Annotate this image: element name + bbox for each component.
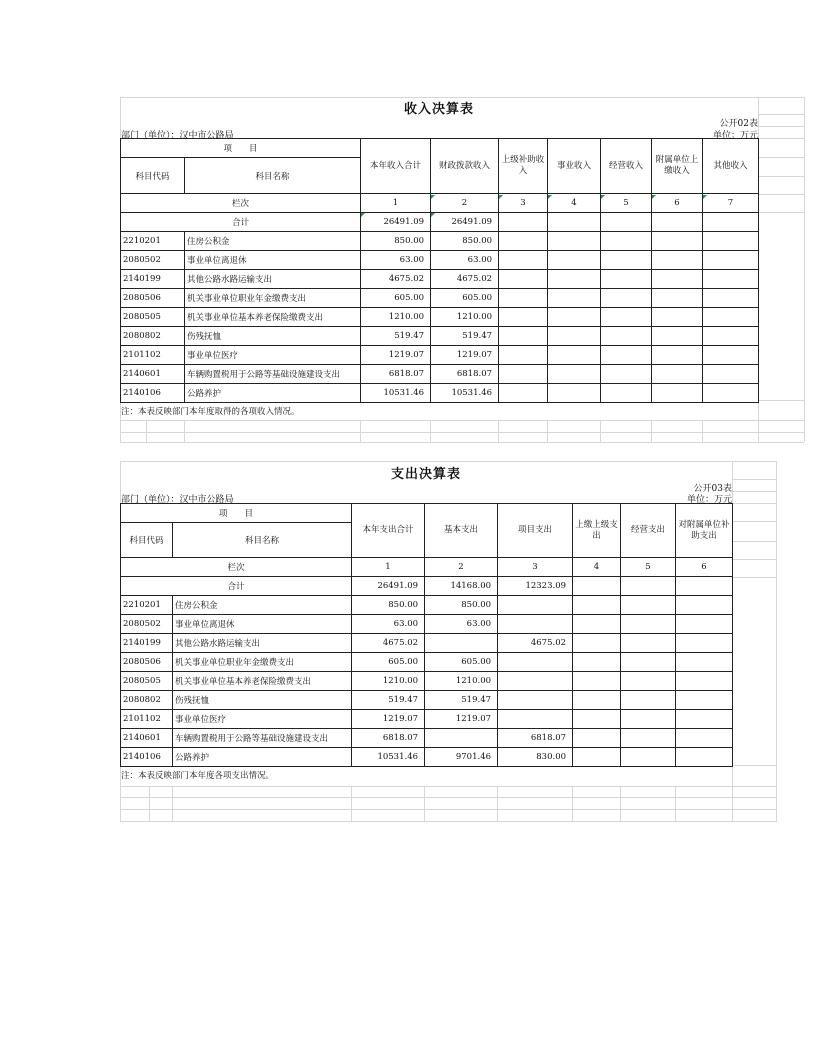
income-header-col-6: 附属单位上缴收入	[652, 139, 703, 194]
amount-cell	[548, 384, 601, 403]
amount-cell	[498, 653, 573, 672]
amount-cell	[621, 748, 676, 767]
amount-cell	[573, 691, 621, 710]
amount-cell: 1210.00	[352, 672, 425, 691]
amount-cell: 1219.07	[431, 346, 499, 365]
amount-cell	[621, 710, 676, 729]
expense-total-label: 合计	[121, 577, 352, 596]
subject-code-cell: 2140199	[121, 270, 185, 289]
amount-cell	[703, 289, 759, 308]
expense-total-value: 14168.00	[425, 577, 498, 596]
income-total-label: 合计	[121, 213, 361, 232]
amount-cell	[499, 327, 548, 346]
expense-total-value: 26491.09	[352, 577, 425, 596]
amount-cell	[548, 346, 601, 365]
amount-cell	[498, 710, 573, 729]
amount-cell	[548, 289, 601, 308]
income-header-code: 科目代码	[121, 158, 185, 194]
amount-cell: 4675.02	[361, 270, 431, 289]
amount-cell: 10531.46	[431, 384, 499, 403]
amount-cell: 9701.46	[425, 748, 498, 767]
amount-cell: 1210.00	[361, 308, 431, 327]
expense-total-value	[573, 577, 621, 596]
amount-cell: 6818.07	[498, 729, 573, 748]
subject-code-cell: 2080505	[121, 308, 185, 327]
expense-column-number: 5	[621, 558, 676, 577]
amount-cell	[425, 634, 498, 653]
amount-cell: 63.00	[431, 251, 499, 270]
amount-cell	[601, 327, 652, 346]
amount-cell: 519.47	[425, 691, 498, 710]
amount-cell	[548, 365, 601, 384]
income-header-col-4: 事业收入	[548, 139, 601, 194]
subject-code-cell: 2140106	[121, 384, 185, 403]
amount-cell: 605.00	[431, 289, 499, 308]
amount-cell	[499, 232, 548, 251]
income-form-number: 公开02表	[719, 119, 758, 129]
subject-code-cell: 2140199	[121, 634, 173, 653]
subject-code-cell: 2080505	[121, 672, 173, 691]
table-row	[121, 691, 733, 710]
table-row	[121, 289, 759, 308]
expense-total-value: 12323.09	[498, 577, 573, 596]
amount-cell	[652, 365, 703, 384]
amount-cell: 519.47	[352, 691, 425, 710]
amount-cell: 519.47	[431, 327, 499, 346]
income-column-number-label: 栏次	[121, 194, 361, 213]
expense-form-number: 公开03表	[693, 484, 732, 494]
income-header-col-5: 经营收入	[601, 139, 652, 194]
expense-table	[120, 503, 733, 767]
amount-cell: 850.00	[352, 596, 425, 615]
amount-cell	[652, 232, 703, 251]
income-total-value	[601, 213, 652, 232]
amount-cell	[621, 672, 676, 691]
income-title: 收入决算表	[403, 102, 474, 117]
table-row	[121, 672, 733, 691]
income-column-number: 3	[499, 194, 548, 213]
amount-cell	[621, 634, 676, 653]
table-row	[121, 308, 759, 327]
amount-cell	[573, 748, 621, 767]
amount-cell	[676, 596, 733, 615]
cell-indicator	[431, 213, 435, 217]
cell-indicator	[548, 195, 552, 199]
subject-name-cell: 公路养护	[185, 384, 361, 403]
amount-cell	[652, 251, 703, 270]
expense-total-row	[121, 577, 733, 596]
amount-cell	[676, 710, 733, 729]
table-row	[121, 327, 759, 346]
amount-cell	[676, 691, 733, 710]
amount-cell: 4675.02	[352, 634, 425, 653]
expense-column-number-row	[121, 558, 733, 577]
amount-cell: 519.47	[361, 327, 431, 346]
amount-cell	[703, 308, 759, 327]
subject-code-cell: 2140106	[121, 748, 173, 767]
amount-cell: 1219.07	[361, 346, 431, 365]
table-row	[121, 729, 733, 748]
amount-cell	[703, 251, 759, 270]
amount-cell: 1219.07	[352, 710, 425, 729]
expense-column-number-label: 栏次	[121, 558, 352, 577]
income-department: 部门（单位）：汉中市公路局	[121, 131, 234, 141]
subject-name-cell: 伤残抚恤	[173, 691, 352, 710]
amount-cell	[498, 596, 573, 615]
income-column-number: 5	[601, 194, 652, 213]
income-header-name: 科目名称	[185, 158, 361, 194]
expense-header-col-3: 项目支出	[498, 504, 573, 558]
income-column-number: 2	[431, 194, 499, 213]
amount-cell	[621, 615, 676, 634]
amount-cell	[499, 251, 548, 270]
income-total-row	[121, 213, 759, 232]
amount-cell	[621, 691, 676, 710]
expense-note: 注：本表反映部门本年度各项支出情况。	[121, 771, 275, 781]
amount-cell	[703, 270, 759, 289]
expense-title: 支出决算表	[390, 467, 461, 482]
amount-cell	[703, 365, 759, 384]
expense-total-value	[621, 577, 676, 596]
amount-cell	[601, 384, 652, 403]
cell-indicator	[652, 195, 656, 199]
income-note: 注：本表反映部门本年度取得的各项收入情况。	[121, 407, 300, 417]
amount-cell: 10531.46	[361, 384, 431, 403]
income-table	[120, 138, 759, 403]
cell-indicator	[431, 195, 435, 199]
income-total-value	[652, 213, 703, 232]
amount-cell: 63.00	[361, 251, 431, 270]
amount-cell	[601, 270, 652, 289]
amount-cell	[703, 384, 759, 403]
amount-cell	[601, 289, 652, 308]
expense-header-code: 科目代码	[121, 523, 173, 558]
subject-name-cell: 事业单位医疗	[185, 346, 361, 365]
amount-cell	[621, 596, 676, 615]
subject-code-cell: 2080802	[121, 327, 185, 346]
amount-cell	[548, 232, 601, 251]
amount-cell	[548, 327, 601, 346]
amount-cell	[652, 384, 703, 403]
amount-cell	[498, 672, 573, 691]
subject-name-cell: 伤残抚恤	[185, 327, 361, 346]
expense-department: 部门（单位）：汉中市公路局	[121, 495, 234, 505]
amount-cell	[573, 710, 621, 729]
amount-cell	[652, 346, 703, 365]
amount-cell	[703, 327, 759, 346]
amount-cell	[499, 289, 548, 308]
subject-code-cell: 2080506	[121, 289, 185, 308]
amount-cell	[676, 729, 733, 748]
income-header-col-7: 其他收入	[703, 139, 759, 194]
amount-cell	[652, 327, 703, 346]
amount-cell	[548, 270, 601, 289]
expense-unit: 单位：万元	[686, 495, 732, 505]
amount-cell	[676, 653, 733, 672]
income-column-number: 7	[703, 194, 759, 213]
amount-cell	[573, 596, 621, 615]
amount-cell	[652, 308, 703, 327]
amount-cell	[676, 672, 733, 691]
expense-header-item: 项 目	[121, 504, 352, 523]
table-row	[121, 748, 733, 767]
amount-cell	[601, 346, 652, 365]
subject-name-cell: 机关事业单位基本养老保险缴费支出	[185, 308, 361, 327]
income-total-value	[499, 213, 548, 232]
amount-cell	[601, 308, 652, 327]
expense-header-col-1: 本年支出合计	[352, 504, 425, 558]
amount-cell	[601, 365, 652, 384]
subject-name-cell: 住房公积金	[185, 232, 361, 251]
table-row	[121, 251, 759, 270]
amount-cell	[652, 289, 703, 308]
income-header-col-1: 本年收入合计	[361, 139, 431, 194]
amount-cell	[573, 672, 621, 691]
amount-cell: 63.00	[425, 615, 498, 634]
expense-total-value	[676, 577, 733, 596]
amount-cell	[601, 232, 652, 251]
subject-code-cell: 2140601	[121, 729, 173, 748]
amount-cell	[573, 653, 621, 672]
amount-cell: 1210.00	[431, 308, 499, 327]
table-row	[121, 653, 733, 672]
amount-cell	[676, 615, 733, 634]
amount-cell: 850.00	[361, 232, 431, 251]
amount-cell	[499, 365, 548, 384]
subject-name-cell: 机关事业单位基本养老保险缴费支出	[173, 672, 352, 691]
expense-header-col-2: 基本支出	[425, 504, 498, 558]
amount-cell	[621, 729, 676, 748]
table-row	[121, 346, 759, 365]
amount-cell: 605.00	[361, 289, 431, 308]
subject-name-cell: 公路养护	[173, 748, 352, 767]
subject-code-cell: 2080502	[121, 251, 185, 270]
amount-cell	[573, 634, 621, 653]
cell-indicator	[601, 195, 605, 199]
expense-column-number: 6	[676, 558, 733, 577]
amount-cell	[425, 729, 498, 748]
income-total-value	[548, 213, 601, 232]
subject-name-cell: 其他公路水路运输支出	[173, 634, 352, 653]
cell-indicator	[361, 213, 365, 217]
amount-cell: 6818.07	[431, 365, 499, 384]
amount-cell	[703, 346, 759, 365]
subject-code-cell: 2210201	[121, 232, 185, 251]
amount-cell: 1219.07	[425, 710, 498, 729]
subject-name-cell: 事业单位离退休	[185, 251, 361, 270]
amount-cell: 605.00	[352, 653, 425, 672]
amount-cell: 605.00	[425, 653, 498, 672]
amount-cell	[573, 729, 621, 748]
income-column-number: 1	[361, 194, 431, 213]
subject-code-cell: 2101102	[121, 710, 173, 729]
expense-header-col-5: 经营支出	[621, 504, 676, 558]
table-row	[121, 232, 759, 251]
amount-cell: 6818.07	[361, 365, 431, 384]
expense-column-number: 3	[498, 558, 573, 577]
amount-cell: 850.00	[431, 232, 499, 251]
amount-cell	[499, 308, 548, 327]
income-column-number-row	[121, 194, 759, 213]
subject-code-cell: 2140601	[121, 365, 185, 384]
subject-name-cell: 机关事业单位职业年金缴费支出	[185, 289, 361, 308]
amount-cell: 6818.07	[352, 729, 425, 748]
income-header-col-3: 上级补助收入	[499, 139, 548, 194]
table-row	[121, 634, 733, 653]
amount-cell	[573, 615, 621, 634]
cell-indicator	[499, 195, 503, 199]
subject-name-cell: 事业单位医疗	[173, 710, 352, 729]
amount-cell: 10531.46	[352, 748, 425, 767]
amount-cell	[621, 653, 676, 672]
subject-name-cell: 住房公积金	[173, 596, 352, 615]
income-header-col-2: 财政拨款收入	[431, 139, 499, 194]
cell-indicator	[703, 195, 707, 199]
subject-name-cell: 机关事业单位职业年金缴费支出	[173, 653, 352, 672]
amount-cell	[498, 615, 573, 634]
income-header-item: 项 目	[121, 139, 361, 158]
amount-cell	[548, 251, 601, 270]
subject-code-cell: 2210201	[121, 596, 173, 615]
amount-cell: 1210.00	[425, 672, 498, 691]
expense-column-number: 4	[573, 558, 621, 577]
income-total-value: 26491.09	[361, 213, 431, 232]
amount-cell	[498, 691, 573, 710]
income-total-value	[703, 213, 759, 232]
subject-code-cell: 2101102	[121, 346, 185, 365]
amount-cell: 63.00	[352, 615, 425, 634]
subject-code-cell: 2080802	[121, 691, 173, 710]
amount-cell	[601, 251, 652, 270]
expense-header-col-6: 对附属单位补助支出	[676, 504, 733, 558]
income-total-value: 26491.09	[431, 213, 499, 232]
amount-cell	[499, 384, 548, 403]
amount-cell	[676, 634, 733, 653]
amount-cell	[676, 748, 733, 767]
expense-header-name: 科目名称	[173, 523, 352, 558]
subject-name-cell: 车辆购置税用于公路等基础设施建设支出	[173, 729, 352, 748]
expense-column-number: 2	[425, 558, 498, 577]
amount-cell: 4675.02	[498, 634, 573, 653]
table-row	[121, 596, 733, 615]
subject-code-cell: 2080506	[121, 653, 173, 672]
table-row	[121, 270, 759, 289]
amount-cell: 830.00	[498, 748, 573, 767]
amount-cell	[652, 270, 703, 289]
table-row	[121, 384, 759, 403]
subject-name-cell: 车辆购置税用于公路等基础设施建设支出	[185, 365, 361, 384]
table-row	[121, 710, 733, 729]
table-row	[121, 615, 733, 634]
subject-name-cell: 事业单位离退休	[173, 615, 352, 634]
amount-cell: 4675.02	[431, 270, 499, 289]
subject-name-cell: 其他公路水路运输支出	[185, 270, 361, 289]
income-column-number: 4	[548, 194, 601, 213]
amount-cell	[548, 308, 601, 327]
income-column-number: 6	[652, 194, 703, 213]
amount-cell: 850.00	[425, 596, 498, 615]
amount-cell	[499, 346, 548, 365]
income-unit: 单位：万元	[712, 131, 758, 141]
expense-column-number: 1	[352, 558, 425, 577]
table-row	[121, 365, 759, 384]
amount-cell	[499, 270, 548, 289]
expense-header-col-4: 上缴上级支出	[573, 504, 621, 558]
amount-cell	[703, 232, 759, 251]
subject-code-cell: 2080502	[121, 615, 173, 634]
